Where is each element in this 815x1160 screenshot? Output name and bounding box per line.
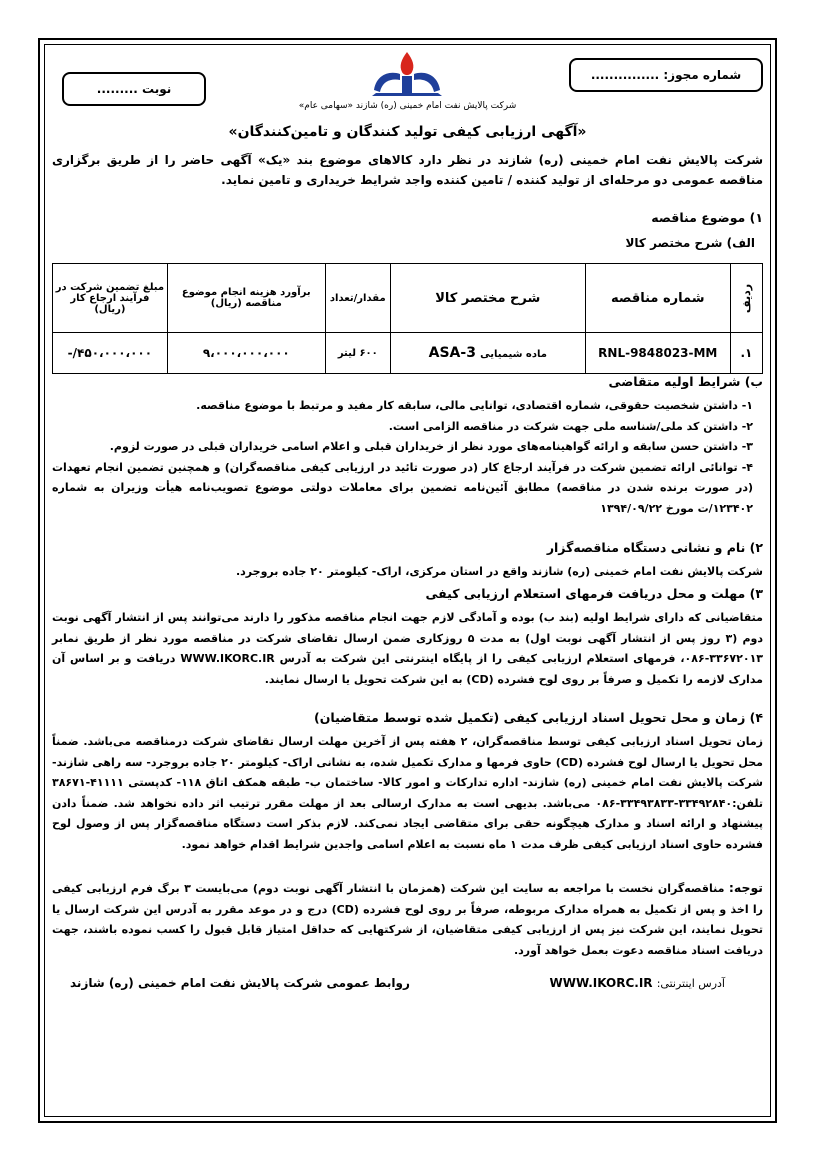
- section2-text: شرکت پالایش نفت امام خمینی (ره) شازند واقع در استان مرکزی، اراک- کیلومتر ۲۰ جاده بروجرد.: [235, 565, 763, 578]
- header-row-number: ردیف: [730, 264, 762, 333]
- company-logo-icon: [368, 50, 446, 100]
- section1-heading: ۱) موضوع مناقصه: [651, 210, 763, 225]
- website-label: آدرس اینترنتی:: [656, 977, 725, 990]
- page-title: «آگهی ارزیابی کیفی تولید کنندگان و تامین‌کنندگان»: [228, 124, 587, 140]
- cell-quantity: ۶۰۰ لیتر: [325, 333, 390, 374]
- permit-number-box: [569, 58, 763, 92]
- section1-subheading: الف) شرح مختصر کالا: [625, 236, 755, 250]
- header-tender-number: شماره مناقصه: [585, 264, 730, 333]
- turn-label: نوبت .........: [96, 82, 172, 96]
- section3-text: متقاضیانی که دارای شرایط اولیه (بند ب) بوده و آمادگی لازم جهت انجام مناقصه مذکور را دارند می‌توانند پس از انتشار آگهی نوبت دوم (۳ روز پس از انتشار آگهی نوبت اول) به مدت ۵ روزکاری ضمن ارسال تقاضای شرکت در مناقصه مورد نظر از طریق نمابر ۳۳۶۷۲۰۱۳-۰۸۶، فرمهای استعلام ارزیابی کیفی را از پایگاه اینترنتی این شرکت به آدرس WWW.IKORC.IR دریافت و بر اساس آن مدارک لازمه را تکمیل و صرفاً بر روی لوح فشرده (CD) به این شرکت تحویل یا ارسال نمایند.: [52, 611, 764, 686]
- website-link[interactable]: WWW.IKORC.IR: [549, 976, 653, 990]
- section-b-list: [52, 396, 753, 519]
- list-item: ۱- داشتن شخصیت حقوقی، شماره اقتصادی، توانایی مالی، سابقه کار مفید و مرتبط با موضوع مناقصه.: [196, 399, 753, 412]
- website-line: [550, 976, 726, 990]
- company-caption: شرکت پالایش نفت امام خمینی (ره) شازند «سهامی عام»: [298, 101, 517, 111]
- cell-estimate: ۹،۰۰۰،۰۰۰،۰۰۰: [167, 333, 325, 374]
- cell-description: [390, 333, 585, 374]
- table-row: [53, 333, 763, 374]
- section-b-heading: ب) شرایط اولیه متقاضی: [608, 374, 763, 389]
- header-quantity: مقدار/تعداد: [325, 264, 390, 333]
- note-text: مناقصه‌گران نخست با مراجعه به سایت این شرکت (همزمان با انتشار آگهی نوبت دوم) می‌بایست ۳ برگ فرم ارزیابی کیفی را اخذ و پس از تکمیل به همراه مدارک مربوطه، صرفاً بر روی لوح فشرده (CD) درج و در موعد مقرر به آدرس این شرکت ارسال یا تحویل نمایند، این شرکت نیز پس از ارزیابی کیفی متقاضیان، از شرکتهایی که حداقل امتیاز قابل قبول را کسب نموده باشند، جهت دریافت اسناد مناقصه دعوت بعمل خواهد آورد.: [52, 882, 763, 957]
- cell-description-code: ASA-3: [428, 345, 476, 361]
- note-label: توجه:: [728, 880, 763, 895]
- signature: روابط عمومی شرکت پالایش نفت امام خمینی (ره) شازند: [70, 976, 410, 990]
- header-estimate: برآورد هزینه انجام موضوع مناقصه (ریال): [167, 264, 325, 333]
- list-item: ۲- داشتن کد ملی/شناسه ملی جهت شرکت در مناقصه الزامی است.: [388, 419, 753, 433]
- header-description: شرح مختصر کالا: [390, 264, 585, 333]
- permit-number-label: شماره مجوز: ...............: [590, 68, 742, 82]
- list-item: ۴- توانائی ارائه تضمین شرکت در فرآیند ارجاع کار (در صورت تائید در ارزیابی کیفی مناقصه‌گران) و همچنین تضمین انجام تعهدات (در صورت برنده شدن در مناقصه) مطابق آئین‌نامه تضمین برای معاملات دولتی موضوع تصویب‌نامه هیأت وزیران به شماره ۱۲۳۴۰۲/ت مورخ ۱۳۹۴/۰۹/۲۲: [52, 460, 753, 515]
- header-guarantee: مبلغ تضمین شرکت در فرآیند ارجاع کار (ریال): [53, 264, 168, 333]
- cell-row-number: ۱.: [730, 333, 762, 374]
- note-paragraph: [52, 878, 763, 961]
- cell-tender-number: RNL-9848023-MM: [585, 333, 730, 374]
- section2-heading: ۲) نام و نشانی دستگاه مناقصه‌گزار: [546, 540, 763, 555]
- section3-heading: ۳) مهلت و محل دریافت فرمهای استعلام ارزیابی کیفی: [425, 586, 763, 601]
- section4-heading: ۴) زمان و محل تحویل اسناد ارزیابی کیفی (تکمیل شده توسط متقاضیان): [314, 710, 763, 725]
- cell-description-prefix: ماده شیمیایی: [480, 349, 547, 360]
- list-item: ۳- داشتن حسن سابقه و ارائه گواهینامه‌های مورد نظر از خریداران قبلی و اعلام اسامی خریداران قبلی در صورت لزوم.: [109, 440, 753, 453]
- section4-text: زمان تحویل اسناد ارزیابی کیفی توسط مناقصه‌گران، ۲ هفته پس از آخرین مهلت ارسال تقاضای شرکت درمناقصه می‌باشد. ضمناً محل تحویل یا ارسال لوح فشرده (CD) حاوی فرمها و مدارک تکمیل شده، به نشانی اراک- کیلومتر ۲۰ جاده بروجرد- سه راهی شازند- شرکت پالایش نفت امام خمینی (ره) شازند- اداره تدارکات و امور کالا- ساختمان ب- طبقه همکف اتاق ۱۱۸- کدپستی ۴۱۱۱۱-۳۸۶۷۱ تلفن:۳۳۴۹۲۸۴۰-۳۳۴۹۳۸۳۳-۰۸۶ می‌باشد. بدیهی است به مدارک ارسالی بعد از مهلت مقرر ترتیب اثر داده نخواهد شد. ضمناً دادن پیشنهاد و ارائه اسناد و مدارک هیچگونه حقی برای متقاضی ایجاد نمی‌کند. لازم بذکر است دستگاه مناقصه‌گزار پس از وصول لوح فشرده حاوی اسناد ارزیابی کیفی ظرف مدت ۱ ماه نسبت به اعلام اسامی واجدین شرایط اقدام خواهد نمود.: [52, 735, 763, 851]
- intro-paragraph: شرکت پالایش نفت امام خمینی (ره) شازند در نظر دارد کالاهای موضوع بند «یک» آگهی حاضر را از طریق برگزاری مناقصه عمومی دو مرحله‌ای از تولید کننده / تامین کننده واجد شرایط خریداری و تامین نماید.: [52, 153, 763, 187]
- items-table: [52, 263, 763, 374]
- table-header-row: [53, 264, 763, 333]
- cell-guarantee: ۴۵۰،۰۰۰،۰۰۰/-: [53, 333, 168, 374]
